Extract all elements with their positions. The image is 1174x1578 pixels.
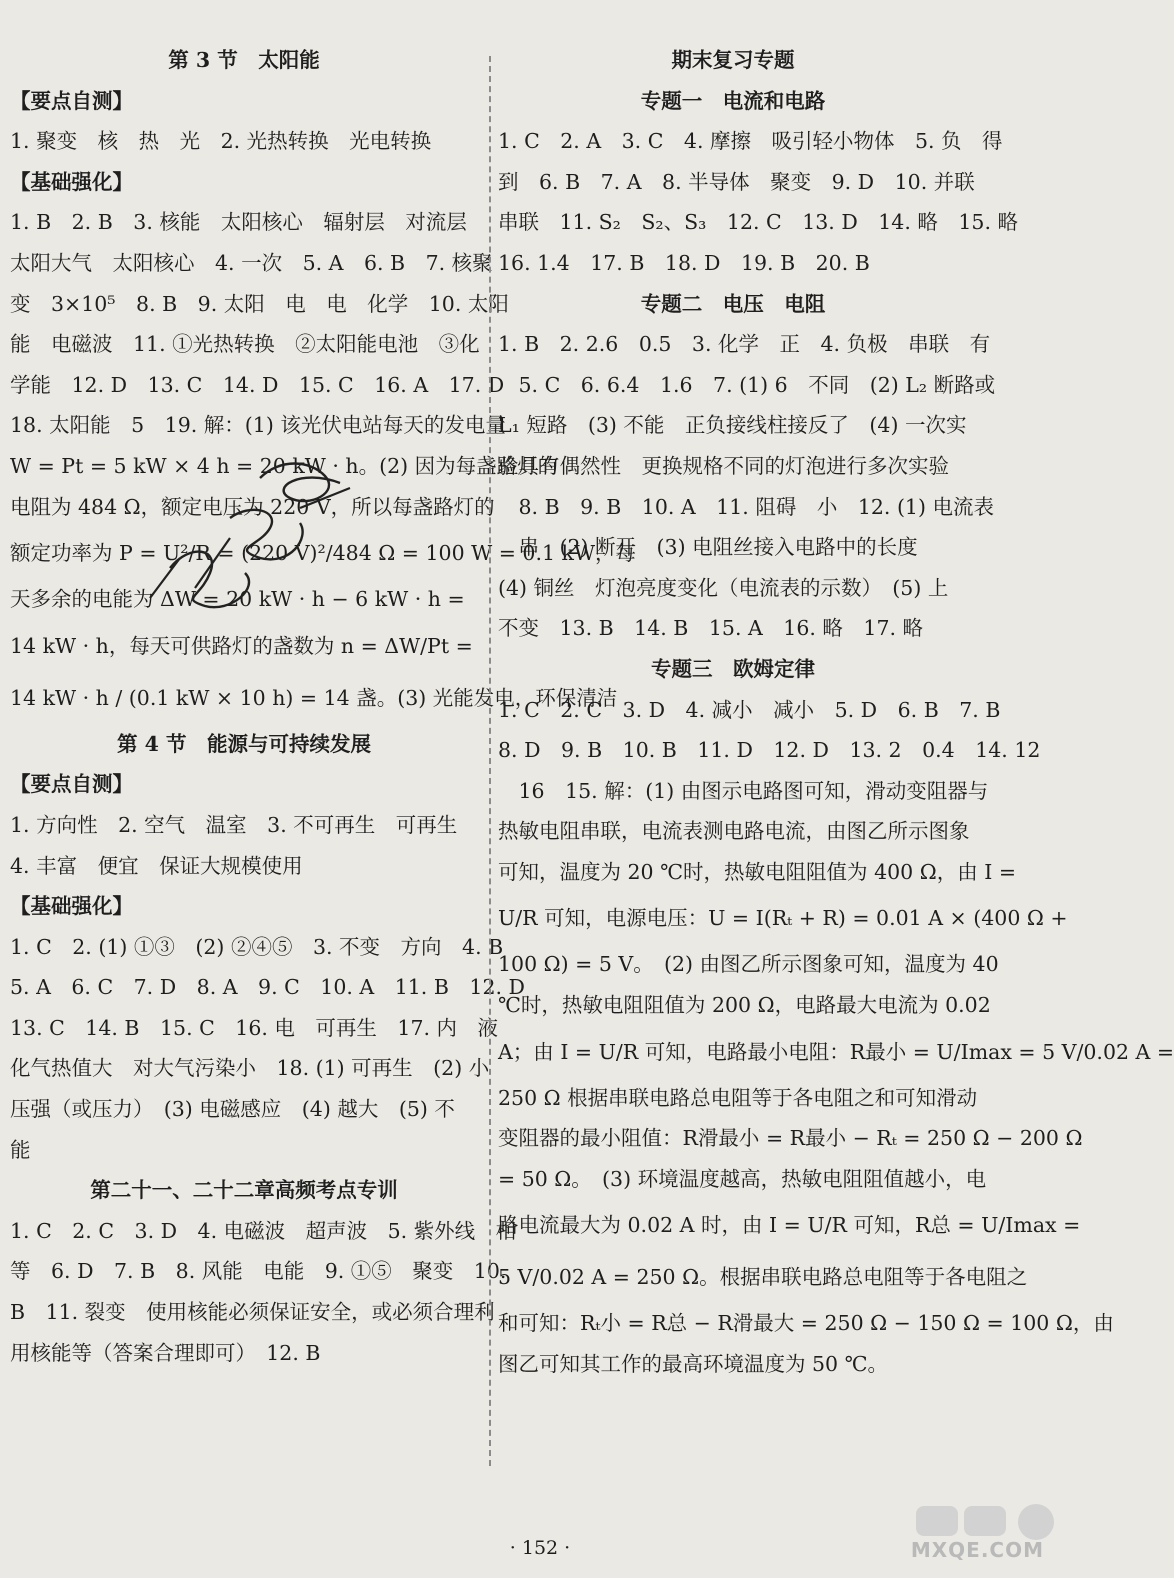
left-column-line-21: 1. C 2. (1) ①③ (2) ②④⑤ 3. 不变 方向 4. B: [10, 934, 504, 959]
left-column-line-19: 4. 丰富 便宜 保证大规模使用: [10, 853, 303, 878]
left-column-line-1: 【要点自测】: [10, 88, 133, 113]
right-column-line-13: (4) 铜丝 灯泡亮度变化（电流表的示数） (5) 上: [498, 575, 949, 600]
left-column-line-23: 13. C 14. B 15. C 16. 电 可再生 17. 内 液: [10, 1015, 499, 1040]
right-column-line-2: 1. C 2. A 3. C 4. 摩擦 吸引轻小物体 5. 负 得: [498, 129, 1003, 154]
right-column-line-25: 250 Ω 根据串联电路总电阻等于各电阻之和可知滑动: [498, 1085, 978, 1110]
right-column-line-12: 串 (2) 断开 (3) 电阻丝接入电路中的长度: [498, 535, 918, 560]
left-column-line-6: 变 3×10⁵ 8. B 9. 太阳 电 电 化学 10. 太阳: [10, 291, 509, 316]
left-column: [10, 40, 637, 1373]
right-column-line-22: 100 Ω) = 5 V。 (2) 由图乙所示图象可知，温度为 40: [498, 952, 999, 977]
right-column-line-19: 热敏电阻串联，电流表测电路电流，由图乙所示图象: [498, 819, 970, 844]
right-column-line-26: 变阻器的最小阻值：R滑最小 = R最小 − Rₜ = 250 Ω − 200 Ω: [498, 1126, 1083, 1151]
right-column-line-11: 8. B 9. B 10. A 11. 阻碍 小 12. (1) 电流表: [498, 494, 994, 519]
watermark-text: MXQE.COM: [910, 1538, 1044, 1562]
left-column-line-26: 能: [10, 1137, 31, 1162]
right-column-line-9: L₁ 短路 (3) 不能 正负接线柱接反了 (4) 一次实: [498, 413, 967, 438]
right-column-line-0: 期末复习专题: [671, 48, 795, 72]
left-column-line-15: 14 kW · h / (0.1 kW × 10 h) = 14 盏。(3) 光能发电，环保清洁: [10, 685, 618, 710]
right-column-line-3: 到 6. B 7. A 8. 半导体 聚变 9. D 10. 并联: [498, 169, 975, 194]
left-column-line-3: 【基础强化】: [10, 169, 133, 194]
left-column-line-30: B 11. 裂变 使用核能必须保证安全，或必须合理利: [10, 1300, 495, 1325]
left-column-line-8: 学能 12. D 13. C 14. D 15. C 16. A 17. D: [10, 372, 505, 397]
right-column-line-31: 图乙可知其工作的最高环境温度为 50 ℃。: [498, 1352, 889, 1377]
left-column-line-22: 5. A 6. C 7. D 8. A 9. C 10. A 11. B 12. D: [10, 975, 525, 1000]
right-column-line-23: ℃时，热敏电阻阻值为 200 Ω，电路最大电流为 0.02: [498, 993, 991, 1018]
right-column-line-4: 串联 11. S₂ S₂、S₃ 12. C 13. D 14. 略 15. 略: [498, 210, 1018, 235]
right-column-line-30: 和可知：Rₜ小 = R总 − R滑最大 = 250 Ω − 150 Ω = 100 Ω，由: [498, 1311, 1114, 1336]
handwriting-scribble-icon: [110, 448, 390, 618]
right-column-line-15: 专题三 欧姆定律: [651, 656, 815, 681]
right-column-line-28: 路电流最大为 0.02 A 时，由 I = U/R 可知，R总 = U/Imax =: [498, 1213, 1081, 1238]
right-column-line-21: U/R 可知，电源电压：U = I(Rₜ + R) = 0.01 A × (400 Ω +: [498, 906, 1068, 931]
right-column-line-24: A；由 I = U/R 可知，电路最小电阻：R最小 = U/Imax = 5 V/0.02 A =: [498, 1039, 1174, 1064]
column-divider: [489, 56, 491, 1466]
right-column-line-29: 5 V/0.02 A = 250 Ω。根据串联电路总电阻等于各电阻之: [498, 1265, 1028, 1290]
left-column-line-5: 太阳大气 太阳核心 4. 一次 5. A 6. B 7. 核聚: [10, 250, 493, 275]
left-column-line-31: 用核能等（答案合理即可） 12. B: [10, 1340, 321, 1365]
left-column-line-2: 1. 聚变 核 热 光 2. 光热转换 光电转换: [10, 129, 432, 154]
right-column-line-1: 专题一 电流和电路: [640, 88, 826, 113]
left-column-line-27: 第二十一、二十二章高频考点专训: [90, 1178, 398, 1203]
right-column-line-6: 专题二 电压 电阻: [640, 291, 826, 316]
left-column-line-0: 第 3 节 太阳能: [168, 48, 320, 72]
left-column-line-13: 天多余的电能为 ΔW = 20 kW · h − 6 kW · h =: [10, 587, 465, 612]
left-column-line-4: 1. B 2. B 3. 核能 太阳核心 辐射层 对流层: [10, 210, 467, 235]
right-column-line-5: 16. 1.4 17. B 18. D 19. B 20. B: [498, 250, 870, 275]
left-column-line-14: 14 kW · h，每天可供路灯的盏数为 n = ΔW/Pt =: [10, 633, 473, 658]
left-column-line-11: 电阻为 484 Ω，额定电压为 220 V，所以每盏路灯的: [10, 494, 495, 519]
left-column-line-29: 等 6. D 7. B 8. 风能 电能 9. ①⑤ 聚变 10.: [10, 1259, 507, 1284]
right-column-line-10: 验具有偶然性 更换规格不同的灯泡进行多次实验: [498, 453, 949, 478]
left-column-line-12: 额定功率为 P = U²/R = (220 V)²/484 Ω = 100 W = 0.1 kW，每: [10, 541, 637, 566]
right-column-line-7: 1. B 2. 2.6 0.5 3. 化学 正 4. 负极 串联 有: [498, 332, 991, 357]
left-column-line-18: 1. 方向性 2. 空气 温室 3. 不可再生 可再生: [10, 812, 458, 837]
left-column-line-17: 【要点自测】: [10, 772, 133, 797]
left-column-line-20: 【基础强化】: [10, 894, 133, 919]
left-column-line-10: W = Pt = 5 kW × 4 h = 20 kW · h。(2) 因为每盏路灯的: [10, 453, 559, 478]
left-column-line-16: 第 4 节 能源与可持续发展: [116, 731, 372, 756]
right-column-line-18: 16 15. 解：(1) 由图示电路图可知，滑动变阻器与: [498, 778, 989, 803]
right-column-line-17: 8. D 9. B 10. B 11. D 12. D 13. 2 0.4 14. 12: [498, 738, 1041, 763]
right-column-line-16: 1. C 2. C 3. D 4. 减小 减小 5. D 6. B 7. B: [498, 697, 1001, 722]
right-column-line-20: 可知，温度为 20 ℃时，热敏电阻阻值为 400 Ω，由 I =: [498, 859, 1017, 884]
left-column-line-28: 1. C 2. C 3. D 4. 电磁波 超声波 5. 紫外线 相: [10, 1218, 517, 1243]
left-column-line-25: 压强（或压力） (3) 电磁感应 (4) 越大 (5) 不: [10, 1097, 455, 1122]
right-column-line-27: = 50 Ω。 (3) 环境温度越高，热敏电阻阻值越小，电: [498, 1166, 987, 1191]
left-column-line-7: 能 电磁波 11. ①光热转换 ②太阳能电池 ③化: [10, 332, 480, 357]
right-column-line-14: 不变 13. B 14. B 15. A 16. 略 17. 略: [498, 616, 924, 641]
page-number: · 152 ·: [509, 1537, 571, 1559]
right-column: [498, 40, 1174, 1385]
watermark-logo-icon: [896, 1502, 1066, 1568]
left-column-line-24: 化气热值大 对大气污染小 18. (1) 可再生 (2) 小: [10, 1056, 490, 1081]
left-column-line-9: 18. 太阳能 5 19. 解：(1) 该光伏电站每天的发电量: [10, 413, 506, 438]
right-column-line-8: 5. C 6. 6.4 1.6 7. (1) 6 不同 (2) L₂ 断路或: [498, 372, 996, 397]
